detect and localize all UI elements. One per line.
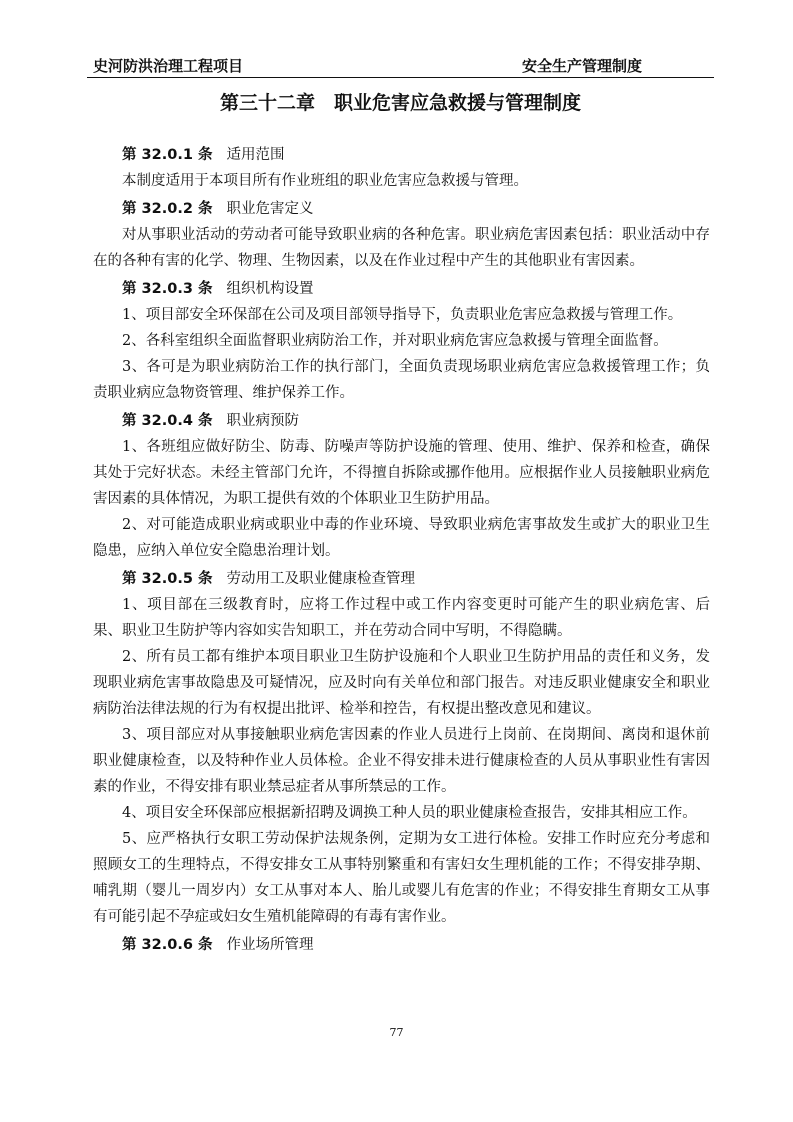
- paragraph: 本制度适用于本项目所有作业班组的职业危害应急救援与管理。: [122, 173, 528, 189]
- article-number: 第 32.0.6 条: [122, 937, 213, 953]
- header-rule: [87, 77, 714, 78]
- paragraph: 1、项目部在三级教育时，应将工作过程中或工作内容变更时可能产生的职业病危害、后果、职业卫生防护等内容如实告知职工，并在劳动合同中写明，不得隐瞒。: [93, 597, 710, 639]
- paragraph: 2、所有员工都有维护本项目职业卫生防护设施和个人职业卫生防护用品的责任和义务，发现职业病危害事故隐患及可疑情况，应及时向有关单位和部门报告。对违反职业健康安全和职业病防治法律法规的行为有权提出批评、检举和控告，有权提出整改意见和建议。: [93, 649, 710, 717]
- article-heading: [93, 930, 710, 958]
- article-title: 职业危害定义: [226, 201, 314, 217]
- article-heading: [93, 564, 710, 592]
- page-header: [87, 55, 714, 75]
- article-heading: [93, 406, 710, 434]
- paragraph: 1、各班组应做好防尘、防毒、防噪声等防护设施的管理、使用、维护、保养和检查，确保其处于完好状态。未经主管部门允许，不得擅自拆除或挪作他用。应根据作业人员接触职业病危害因素的具体情况，为职工提供有效的个体职业卫生防护用品。: [93, 439, 710, 507]
- paragraph: 1、项目部安全环保部在公司及项目部领导指导下，负责职业危害应急救援与管理工作。: [122, 307, 683, 323]
- paragraph: 4、项目安全环保部应根据新招聘及调换工种人员的职业健康检查报告，安排其相应工作。: [122, 805, 697, 821]
- paragraph: 2、各科室组织全面监督职业病防治工作，并对职业病危害应急救援与管理全面监督。: [122, 333, 668, 349]
- article-number: 第 32.0.1 条: [122, 147, 213, 163]
- chapter-title: 第三十二章 职业危害应急救援与管理制度: [219, 92, 581, 114]
- paragraph: 5、应严格执行女职工劳动保护法规条例，定期为女工进行体检。安排工作时应充分考虑和照顾女工的生理特点，不得安排女工从事特别繁重和有害妇女生理机能的工作；不得安排孕期、哺乳期（婴儿一周岁内）女工从事对本人、胎儿或婴儿有危害的作业；不得安排生育期女工从事有可能引起不孕症或妇女生殖机能障碍的有毒有害作业。: [93, 831, 710, 925]
- article-title: 作业场所管理: [226, 937, 314, 953]
- article-heading: [93, 140, 710, 168]
- article-title: 职业病预防: [226, 413, 299, 429]
- article-heading: [93, 194, 710, 222]
- article-number: 第 32.0.5 条: [122, 571, 213, 587]
- header-project-name: 史河防洪治理工程项目: [93, 57, 244, 75]
- paragraph: 2、对可能造成职业病或职业中毒的作业环境、导致职业病危害事故发生或扩大的职业卫生隐患，应纳入单位安全隐患治理计划。: [93, 517, 710, 559]
- paragraph: 对从事职业活动的劳动者可能导致职业病的各种危害。职业病危害因素包括：职业活动中存在的各种有害的化学、物理、生物因素，以及在作业过程中产生的其他职业有害因素。: [93, 227, 710, 269]
- article-number: 第 32.0.2 条: [122, 201, 213, 217]
- article-title: 劳动用工及职业健康检查管理: [226, 571, 415, 587]
- article-number: 第 32.0.3 条: [122, 281, 213, 297]
- paragraph: 3、项目部应对从事接触职业病危害因素的作业人员进行上岗前、在岗期间、离岗和退休前职业健康检查，以及特种作业人员体检。企业不得安排未进行健康检查的人员从事职业性有害因素的作业，不得安排有职业禁忌症者从事所禁忌的工作。: [93, 727, 710, 795]
- article-title: 适用范围: [226, 147, 285, 163]
- article-number: 第 32.0.4 条: [122, 413, 213, 429]
- article-title: 组织机构设置: [226, 281, 314, 297]
- page-number: 77: [389, 1026, 404, 1039]
- document-body: [93, 140, 710, 958]
- header-document-name: 安全生产管理制度: [521, 57, 642, 75]
- paragraph: 3、各可是为职业病防治工作的执行部门，全面负责现场职业病危害应急救援管理工作；负责职业病应急物资管理、维护保养工作。: [93, 359, 710, 401]
- article-heading: [93, 274, 710, 302]
